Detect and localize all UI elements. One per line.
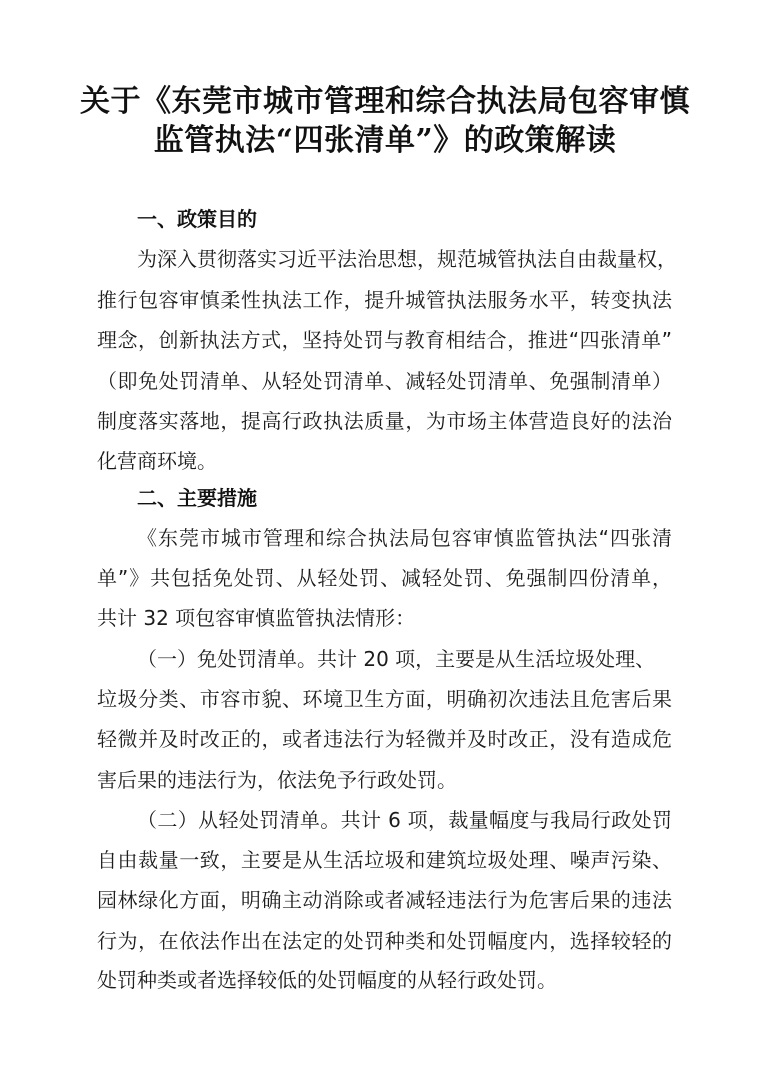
paragraph-line: （即免处罚清单、从轻处罚清单、减轻处罚清单、免强制清单） (97, 369, 672, 393)
paragraph-line: （二）从轻处罚清单。共计 6 项，裁量幅度与我局行政处罚 (137, 808, 672, 832)
paragraph-line: 垃圾分类、市容市貌、环境卫生方面，明确初次违法且危害后果 (97, 687, 672, 711)
paragraph-line: 制度落实落地，提高行政执法质量，为市场主体营造良好的法治 (97, 409, 672, 433)
paragraph-line: 单”》共包括免处罚、从轻处罚、减轻处罚、免强制四份清单， (97, 566, 672, 590)
document-title-line-2: 监管执法“四张清单”》的政策解读 (153, 123, 617, 158)
paragraph-line: （一）免处罚清单。共计 20 项，主要是从生活垃圾处理、 (137, 647, 656, 671)
paragraph-line: 化营商环境。 (97, 449, 217, 473)
paragraph-line: 行为，在依法作出在法定的处罚种类和处罚幅度内，选择较轻的 (97, 929, 672, 953)
paragraph-line: 害后果的违法行为，依法免予行政处罚。 (97, 768, 457, 792)
paragraph-line: 轻微并及时改正的，或者违法行为轻微并及时改正，没有造成危 (97, 727, 672, 751)
paragraph-line: 自由裁量一致，主要是从生活垃圾和建筑垃圾处理、噪声污染、 (97, 848, 672, 872)
section-1-heading: 一、政策目的 (137, 207, 257, 231)
paragraph-line: 推行包容审慎柔性执法工作，提升城管执法服务水平，转变执法 (97, 288, 672, 312)
paragraph-line: 《东莞市城市管理和综合执法局包容审慎监管执法“四张清 (137, 526, 672, 550)
section-2-heading: 二、主要措施 (137, 486, 257, 510)
paragraph-line: 处罚种类或者选择较低的处罚幅度的从轻行政处罚。 (97, 968, 557, 992)
paragraph-line: 共计 32 项包容审慎监管执法情形： (97, 606, 416, 630)
paragraph-line: 理念，创新执法方式，坚持处罚与教育相结合，推进“四张清单” (97, 328, 672, 352)
paragraph-line: 为深入贯彻落实习近平法治思想，规范城管执法自由裁量权， (137, 247, 677, 271)
paragraph-line: 园林绿化方面，明确主动消除或者减轻违法行为危害后果的违法 (97, 888, 672, 912)
document-title-line-1: 关于《东莞市城市管理和综合执法局包容审慎 (80, 84, 690, 119)
